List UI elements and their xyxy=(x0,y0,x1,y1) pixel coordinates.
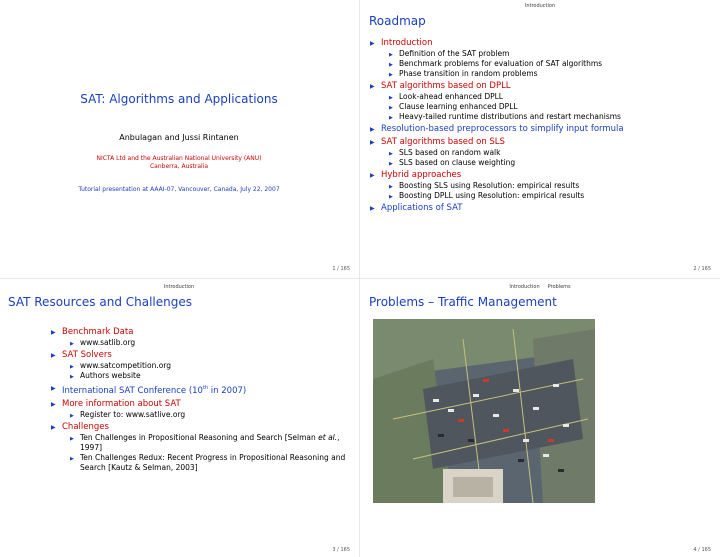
section-header: Introduction Problems xyxy=(509,284,571,290)
list-item: ▶ International SAT Conference (10th in 2007) xyxy=(50,383,350,397)
sub-item: ▶ Phase transition in random problems xyxy=(389,69,714,79)
sub-item: ▶ Authors website xyxy=(70,371,350,381)
slide-3 xyxy=(0,281,358,557)
list-item: ▶ Introduction ▶ Definition of the SAT problem ▶ Benchmark problems for evaluation of SAT algorithms ▶ Phase transition in random problems xyxy=(369,38,714,79)
presentation-title: SAT: Algorithms and Applications xyxy=(80,92,278,106)
list-item: ▶ Resolution-based preprocessors to simplify input formula xyxy=(369,124,714,135)
list-item: ▶ Applications of SAT xyxy=(369,203,714,214)
sub-item: ▶ Definition of the SAT problem xyxy=(389,49,714,59)
sub-item: ▶ SLS based on random walk xyxy=(389,148,714,158)
slide-1 xyxy=(0,0,358,276)
list-item: ▶ More information about SAT ▶ Register to: www.satlive.org xyxy=(50,399,350,420)
traffic-photo xyxy=(373,319,595,503)
horizontal-divider xyxy=(0,278,720,279)
page-number: 2 / 165 xyxy=(693,266,711,272)
section-header: Introduction xyxy=(524,3,556,9)
list-item: ▶ SAT algorithms based on SLS ▶ SLS based on random walk ▶ SLS based on clause weighting xyxy=(369,137,714,168)
list-item: ▶ Challenges ▶ Ten Challenges in Propositional Reasoning and Search [Selman et al., 1997] ▶ Ten Challenges Redux: Recent Progress in Propositional Reasoning and Search [Kautz & Selman, 2003] xyxy=(50,422,350,473)
page-number: 1 / 165 xyxy=(332,266,350,272)
sub-item: ▶ www.satcompetition.org xyxy=(70,361,350,371)
section-header: Introduction xyxy=(163,284,195,290)
authors: Anbulagan and Jussi Rintanen xyxy=(119,133,239,142)
list-item: ▶ SAT Solvers ▶ www.satcompetition.org ▶ Authors website xyxy=(50,350,350,381)
sub-item: ▶ Clause learning enhanced DPLL xyxy=(389,102,714,112)
slide-4 xyxy=(361,281,719,557)
sub-item: ▶ www.satlib.org xyxy=(70,338,350,348)
sub-item: ▶ Ten Challenges Redux: Recent Progress in Propositional Reasoning and Search [Kautz & Selman, 2003] xyxy=(70,453,350,473)
page-number: 4 / 165 xyxy=(693,547,711,553)
vertical-divider xyxy=(359,0,360,557)
resources-list xyxy=(50,327,350,475)
venue: Tutorial presentation at AAAI-07, Vancouver, Canada, July 22, 2007 xyxy=(78,186,280,193)
sub-item: ▶ Benchmark problems for evaluation of SAT algorithms xyxy=(389,59,714,69)
sub-item: ▶ Heavy-tailed runtime distributions and restart mechanisms xyxy=(389,112,714,122)
institution: NICTA Ltd and the Australian National University (ANU) xyxy=(96,155,262,162)
sub-item: ▶ SLS based on clause weighting xyxy=(389,158,714,168)
page-number: 3 / 165 xyxy=(332,547,350,553)
list-item: ▶ Hybrid approaches ▶ Boosting SLS using Resolution: empirical results ▶ Boosting DPLL using Resolution: empirical results xyxy=(369,170,714,201)
sub-item: ▶ Boosting SLS using Resolution: empirical results xyxy=(389,181,714,191)
list-item: ▶ SAT algorithms based on DPLL ▶ Look-ahead enhanced DPLL ▶ Clause learning enhanced DPLL ▶ Heavy-tailed runtime distributions and restart mechanisms xyxy=(369,81,714,122)
sub-item: ▶ Register to: www.satlive.org xyxy=(70,410,350,420)
slide-2 xyxy=(361,0,719,276)
frame-title: Problems – Traffic Management xyxy=(369,295,557,309)
sub-item: ▶ Ten Challenges in Propositional Reasoning and Search [Selman et al., 1997] xyxy=(70,433,350,453)
institution-block xyxy=(0,155,358,171)
frame-title: SAT Resources and Challenges xyxy=(8,295,192,309)
list-item: ▶ Benchmark Data ▶ www.satlib.org xyxy=(50,327,350,348)
sub-item: ▶ Look-ahead enhanced DPLL xyxy=(389,92,714,102)
location: Canberra, Australia xyxy=(149,163,209,170)
roadmap-list xyxy=(369,38,714,216)
sub-item: ▶ Boosting DPLL using Resolution: empirical results xyxy=(389,191,714,201)
frame-title: Roadmap xyxy=(369,14,426,28)
